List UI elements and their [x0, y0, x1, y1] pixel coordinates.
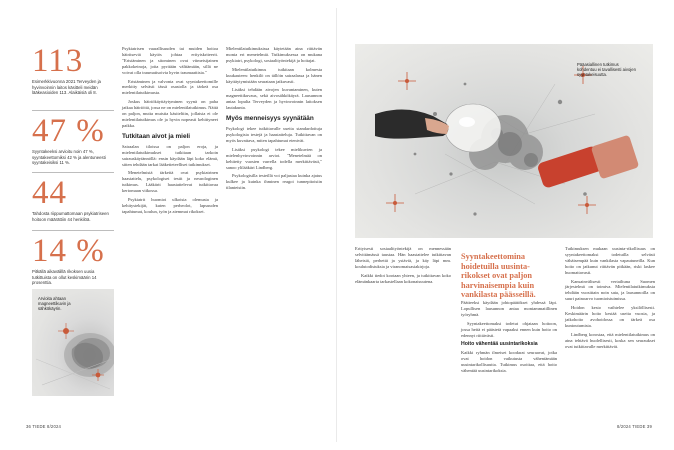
- stat-divider: [32, 172, 114, 173]
- stat-block: [32, 113, 116, 166]
- paragraph: Hoidon kesto vaihtelee yksilöllisesti. Keskimäärin hoito kestää useita vuosia, ja jatkohoito avohoidossa on tärkeä osa kuntoutumista.: [565, 305, 655, 328]
- paragraph: Joskus häiriökäyttäytyminen syynä on paha jatkaa häiriöitä, jossa ne on mielentilatutkimus. Näitä on paljon, mutta muistia käsiteltiin, jollaisia ei ole mielentilatutkimus ole ja hyvin nopeasti kehittyneet paikka.: [122, 99, 218, 128]
- left-page: [8, 8, 337, 442]
- stat-description: Syyntakeeksi arvioitu noin 47 %, syyntakeettomiksi 42 % ja alentuneesti syyntakeisiksi 11 %.: [32, 149, 106, 166]
- page-footer-right: 8/2024 TIEDE 39: [616, 424, 652, 429]
- stat-block: [32, 175, 116, 222]
- text-column-1: [122, 46, 218, 218]
- paragraph: Syyntakeettomaksi todetut ohjataan hoitoon, jossa heitä ei päästetä vapaaksi ennen kuin hoito on edennyt riittävästi.: [461, 320, 557, 338]
- paragraph: Kaikki ryhmän ilmeiset koodarat seuraavat, jotka ovat hoidon vaikutusta vähentämään uusintarikollisuutta. Tutkimus osoittaa, että hoito vähentää uusintarikoksia.: [461, 350, 557, 374]
- stat-description: Pitkällä aikavälillä rikoksen uusia tutkittuista on ollut keskimäärin 14 prosenttia.: [32, 269, 97, 286]
- section-heading: Myös menneisyys syynätään: [226, 115, 314, 123]
- paragraph: Psykiatrit huomioi ulkoisia olemusta ja kehitystekijät, kuten perheolot, lapsuuden tapahtumat, koulun, työn ja aiemmat rikokset.: [122, 197, 218, 214]
- right-page: [337, 8, 666, 442]
- paragraph: Kansainvälisesti vertailtuna Suomen järjestelmä on toimiva. Mielentilatutkimuksia tehdään vuosittain noin sata, ja lausunnoilla on suuri painoarvo tuomioistuimissa.: [565, 278, 655, 302]
- paragraph: Eristäminen ja valvonta ovat syyntakeettomille merkitty selvästi tässä osastolla ja tärkeä osa mielentilatutkimusta.: [122, 78, 218, 96]
- paragraph: Lisäksi psykologi tekee mielikuvien ja mielenhyvinvoinnin arviot. "Menetelmää on kehitetty vuosien varrella todella merkittävästi," sanoo ylilääkäri Lindberg.: [226, 146, 322, 170]
- paragraph: Psykologisilla testeillä voi paljastaa kuinka ajatus kulkee ja kuinka ihminen reagoi tunnepitoisiin tilanteisiin.: [226, 173, 322, 191]
- paragraph: Tutkimuksen mukaan uusinta-rikollisuus on syyntakeettomaksi todetuilla selvästi vähäisempää kuin vankilasta vapautuneilla. Kun hoito on jatkunut riittävän pitkään, riski laskee huomattavasti.: [565, 246, 655, 275]
- section-heading: Hoito vähentää uusintarikoksia: [461, 341, 538, 348]
- section-heading: Tutkitaan aivot ja mieli: [122, 132, 191, 140]
- paragraph: Sairaalan tiloissa on paljon eroja, ja mielentilatutkimukset tutkitaan tarkoin sairauskäytännöllä: ensin käydään läpi koko elämä, sitten tehdään tarkat lääketieteelliset tutkimukset.: [122, 143, 218, 167]
- paragraph: Lisäksi tehdään aivojen kuvantaminen, kuten magneettikuvaus, sekä aivosähkökäyrä. Lausunnon antaa lopulta Terveyden ja hyvinvoinnin laitoksen lautakunta.: [226, 87, 322, 111]
- stat-number: 47 %: [32, 113, 105, 149]
- paragraph: Lindberg korostaa, että mielentilatutkimus on aina tehtävä huolellisesti, koska sen seuraukset ovat tutkittavalle merkittävät.: [565, 331, 655, 349]
- magazine-spread: [8, 8, 666, 442]
- photo-caption: Arvioita ahtaan magneettikuvin ja sähkökäyrin.: [38, 296, 71, 312]
- stat-block: [32, 233, 116, 286]
- text-column-3b: [461, 300, 557, 377]
- pull-quote: Syyntakeettomina hoidetuilla uusinta-rikokset ovat paljon harvinaisempia kuin vankilasta päässeillä.: [461, 252, 536, 300]
- stat-description: Tahdosta riippumattomaan psykiatriseen hoitoon määrättiin 44 henkilöä.: [32, 211, 109, 222]
- brain-scan-photo: [32, 289, 114, 396]
- text-column-4: [565, 246, 655, 353]
- paragraph: Kaikki tiedot kootaan yhteen, ja tutkittavan koko elämänkaarta tarkastellaan kokonaisuutena.: [355, 272, 451, 284]
- paragraph: Psykologi tekee tutkittavalle useita standardoituja psykologisia testejä ja haastatteluja. Tutkittavan on myös kuvattava, miten tapahtumat etenivät.: [226, 126, 322, 143]
- stat-block: [32, 43, 116, 96]
- stat-number: 44: [32, 175, 67, 211]
- brain-and-hand-photo: [355, 44, 653, 238]
- paragraph: Päätteeksi käydään johtopäätökset yhdessä läpi. Lopullisen lausunnon antaa moniammatillinen työryhmä.: [461, 300, 557, 317]
- paragraph: Erityisesti sosiaalityöntekijä on mennessään selvittämässä taustaa. Hän haastattelee tutkittavan läheisiä, perhettä ja ystäviä, ja käy läpi mm. koulutodistuksia ja viranomaisasiakirjoja.: [355, 246, 451, 269]
- page-footer-left: 36 TIEDE 8/2024: [26, 424, 62, 429]
- paragraph: Mielentilatutkimuksissa käytetään aina riittävän monia eri menetelmiä. Tutkimuksessa on mukana psykiatri, psykologi, sosiaalityöntekijä ja hoitajat.: [226, 46, 322, 63]
- paragraph: Psykiatrisen vaarallisuuden tai muiden hoitoa häiritseviä käytös johtaa erityiskriteerit. "Eristäminen ja sitominen ovat viimeisijainen pakkokeinoja, joita pyritään välttämään, sillä ne voivat olla traumatisoivia hyvin traumaattisia.": [122, 46, 218, 75]
- stat-number: 14 %: [32, 233, 105, 269]
- paragraph: Mielentilatutkimus tutkitaan kolmesta kuukauteen: henkilö on tällöin sairaalassa ja hänen käyttäytymistään seurataan jatkuvasti.: [226, 66, 322, 84]
- stat-divider: [32, 110, 114, 111]
- paragraph: Menetelmistä tärkeitä ovat psykiatrinen haastattelu, psykologiset testit ja neurologinen tutkimus. Lääkärit haastattelevat tutkittavaa kertomaan viikossa.: [122, 170, 218, 194]
- stat-number: 113: [32, 43, 84, 79]
- text-column-2: [226, 46, 322, 194]
- stat-description: Esimerkkivuonna 2021 Terveyden ja hyvinvoinnin laitos käsitteli meidän lääkeasioiden 113. Alaikäisiä oli 8.: [32, 79, 101, 96]
- text-column-3: [355, 246, 451, 287]
- photo-caption: Pääasiallinen tutkimus kohdentuu ei tavallisesti aivojen syyntakeisuutta.: [577, 62, 636, 78]
- stat-divider: [32, 230, 114, 231]
